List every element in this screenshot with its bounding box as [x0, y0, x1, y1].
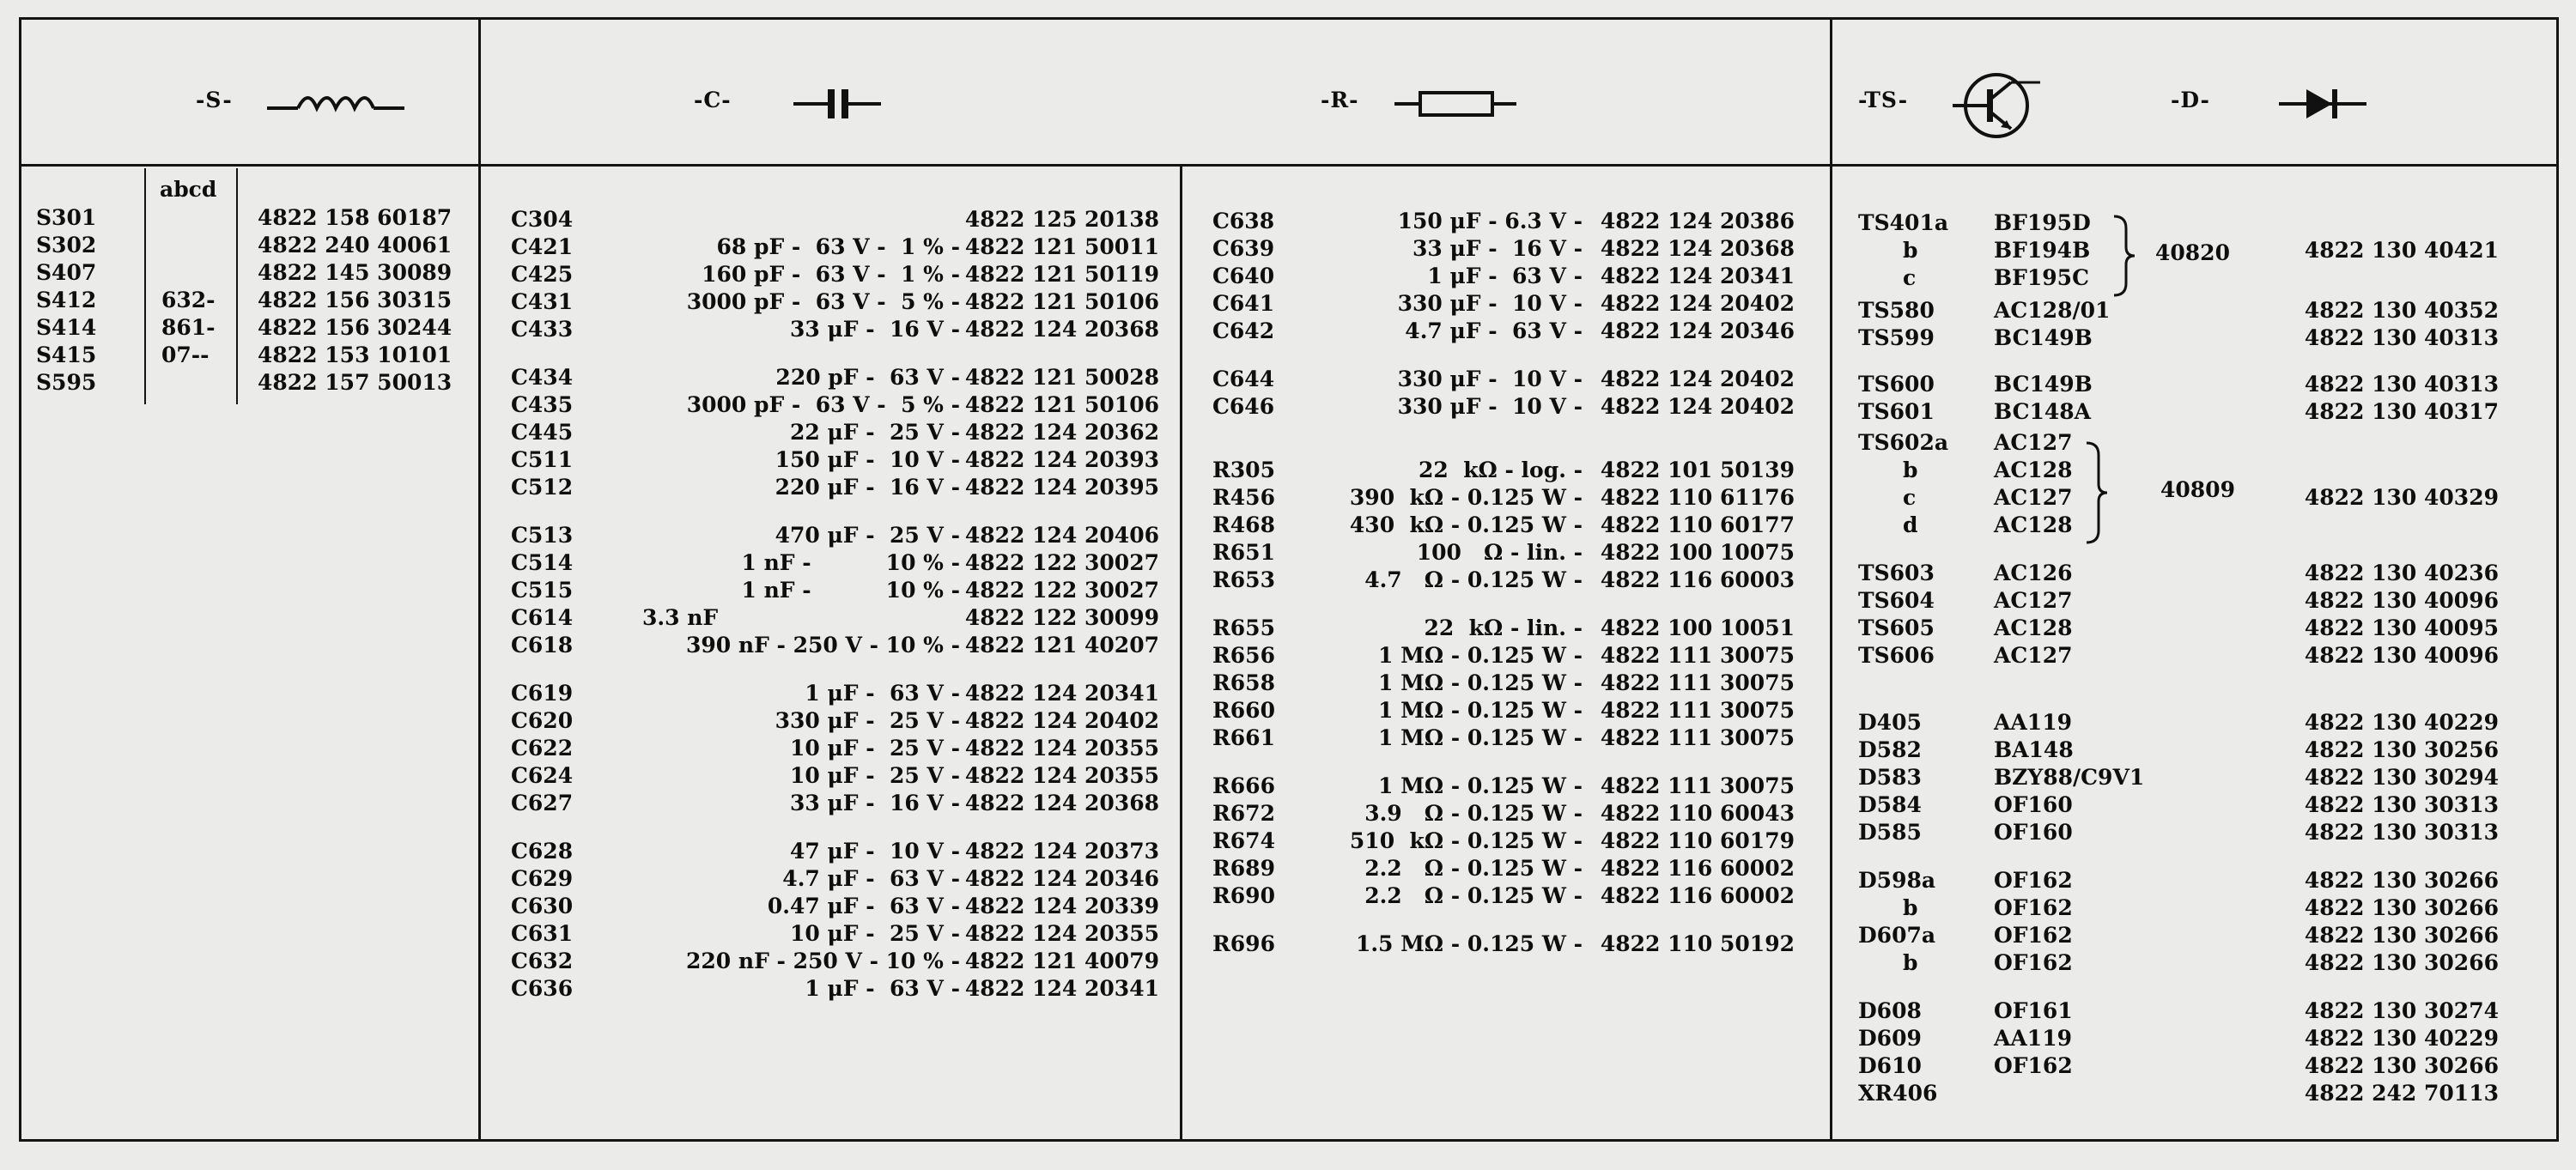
r-ref: C641: [1212, 291, 1275, 316]
r-part-number: 4822 110 60179: [1600, 828, 1795, 853]
c-part-number: 4822 121 50011: [964, 234, 1159, 259]
c-part-number: 4822 124 20346: [964, 866, 1159, 891]
c-part-number: 4822 122 30027: [964, 578, 1159, 603]
r-ref: R656: [1212, 643, 1275, 668]
r-spec: 1 μF - 63 V -: [1427, 264, 1583, 288]
c-spec: 33 μF - 16 V -: [790, 317, 960, 342]
s-part-number: 4822 156 30244: [258, 315, 453, 340]
c-spec: 470 μF - 25 V -: [775, 523, 960, 548]
s-abcd-header: abcd: [160, 177, 217, 202]
sub-ref: b: [1903, 238, 1918, 263]
c-ref: C421: [511, 234, 574, 259]
s-switch-position: 07--: [161, 343, 210, 367]
c-ref: C511: [511, 447, 574, 472]
ts-d-part-number: 4822 130 30266: [2304, 950, 2499, 975]
r-ref: R674: [1212, 828, 1275, 853]
inductor-icon: [262, 86, 408, 120]
ts-d-ref: TS580: [1858, 298, 1935, 323]
type-designation: BC148A: [1994, 399, 2092, 424]
ts-d-part-number: 4822 130 40329: [2304, 485, 2499, 510]
c-part-number: 4822 124 20373: [964, 839, 1159, 864]
r-part-number: 4822 110 61176: [1600, 485, 1795, 510]
r-part-number: 4822 124 20402: [1600, 394, 1795, 419]
type-designation: OF162: [1994, 950, 2073, 975]
type-designation: AC127: [1994, 643, 2073, 668]
r-spec: 2.2 Ω - 0.125 W -: [1364, 856, 1583, 881]
type-designation: BC149B: [1994, 325, 2093, 350]
r-ref: R660: [1212, 698, 1275, 723]
c-ref: C624: [511, 763, 574, 788]
header-r-label: -R-: [1321, 88, 1359, 112]
c-part-number: 4822 124 20395: [964, 475, 1159, 500]
c-ref: C434: [511, 365, 574, 390]
s-part-number: 4822 158 60187: [258, 205, 453, 230]
c-spec: 160 pF - 63 V - 1 % -: [702, 262, 960, 287]
ts-d-part-number: 4822 130 40229: [2304, 1026, 2499, 1051]
c-spec: 330 μF - 25 V -: [775, 708, 960, 733]
r-ref: C639: [1212, 236, 1275, 261]
c-ref: C435: [511, 392, 574, 417]
r-spec: 330 μF - 10 V -: [1397, 291, 1583, 316]
c-ref: C445: [511, 420, 574, 445]
ts-d-part-number: 4822 242 70113: [2304, 1081, 2499, 1106]
ts-d-ref: D598a: [1858, 868, 1936, 893]
group-ts602-number: 40809: [2160, 477, 2235, 502]
r-spec: 4.7 Ω - 0.125 W -: [1364, 567, 1583, 592]
r-ref: C646: [1212, 394, 1275, 419]
r-part-number: 4822 124 20402: [1600, 291, 1795, 316]
c-spec: 220 nF - 250 V - 10 % -: [686, 949, 960, 973]
c-spec: 1 μF - 63 V -: [805, 976, 960, 1001]
c-part-number: 4822 124 20393: [964, 447, 1159, 472]
ts-d-part-number: 4822 130 40313: [2304, 325, 2499, 350]
s-part-number: 4822 156 30315: [258, 288, 453, 312]
ts-d-ref: TS603: [1858, 561, 1935, 585]
c-spec: 4.7 μF - 63 V -: [782, 866, 960, 891]
r-ref: R661: [1212, 725, 1275, 750]
r-part-number: 4822 100 10075: [1600, 540, 1795, 565]
ts-d-part-number: 4822 130 30266: [2304, 1053, 2499, 1078]
ts-d-ref: D584: [1858, 792, 1922, 817]
r-spec: 1 MΩ - 0.125 W -: [1378, 670, 1583, 695]
ts-d-part-number: 4822 130 30266: [2304, 868, 2499, 893]
c-part-number: 4822 124 20368: [964, 791, 1159, 815]
r-spec: 100 Ω - lin. -: [1416, 540, 1583, 565]
r-spec: 4.7 μF - 63 V -: [1405, 318, 1583, 343]
r-ref: R689: [1212, 856, 1275, 881]
ts-d-part-number: 4822 130 40352: [2304, 298, 2499, 323]
sub-ref: d: [1903, 512, 1918, 537]
r-ref: R666: [1212, 773, 1275, 798]
header-c-label: -C-: [694, 88, 732, 112]
type-designation: OF162: [1994, 868, 2073, 893]
ts-d-ref: TS606: [1858, 643, 1935, 668]
s-ref: S407: [36, 260, 97, 285]
sub-ref: b: [1903, 458, 1918, 482]
ts-d-ref: D607a: [1858, 923, 1936, 948]
type-designation: OF162: [1994, 895, 2073, 920]
type-designation: AC128: [1994, 512, 2073, 537]
r-part-number: 4822 111 30075: [1600, 643, 1795, 668]
c-ref: C425: [511, 262, 574, 287]
r-part-number: 4822 124 20386: [1600, 209, 1795, 233]
ts-d-ref: D608: [1858, 998, 1922, 1023]
r-part-number: 4822 100 10051: [1600, 615, 1795, 640]
c-part-number: 4822 124 20341: [964, 976, 1159, 1001]
ts-d-part-number: 4822 130 30256: [2304, 737, 2499, 762]
r-ref: R468: [1212, 512, 1275, 537]
c-spec: 390 nF - 250 V - 10 % -: [686, 633, 960, 658]
c-ref: C614: [511, 605, 574, 630]
r-part-number: 4822 110 60177: [1600, 512, 1795, 537]
s-part-number: 4822 145 30089: [258, 260, 453, 285]
r-part-number: 4822 111 30075: [1600, 725, 1795, 750]
r-ref: R651: [1212, 540, 1275, 565]
column-divider-s-c: [478, 17, 481, 1142]
s-part-number: 4822 153 10101: [258, 343, 453, 367]
s-pos-divider-left: [144, 168, 146, 404]
r-ref: C640: [1212, 264, 1275, 288]
c-ref: C513: [511, 523, 574, 548]
c-spec: 1 μF - 63 V -: [805, 681, 960, 706]
ts-d-part-number: 4822 130 40236: [2304, 561, 2499, 585]
ts-d-ref: D405: [1858, 710, 1922, 735]
c-ref: C632: [511, 949, 574, 973]
r-spec: 1 MΩ - 0.125 W -: [1378, 773, 1583, 798]
c-spec: 33 μF - 16 V -: [790, 791, 960, 815]
capacitor-icon: [790, 82, 884, 125]
r-spec: 2.2 Ω - 0.125 W -: [1364, 883, 1583, 908]
c-part-number: 4822 122 30027: [964, 550, 1159, 575]
type-designation: AC128: [1994, 458, 2073, 482]
r-ref: C644: [1212, 367, 1275, 391]
sub-ref: c: [1903, 265, 1917, 290]
r-spec: 430 kΩ - 0.125 W -: [1349, 512, 1583, 537]
c-ref: C628: [511, 839, 574, 864]
s-pos-divider-right: [236, 168, 238, 404]
c-part-number: 4822 124 20362: [964, 420, 1159, 445]
s-part-number: 4822 157 50013: [258, 370, 453, 395]
c-ref: C620: [511, 708, 574, 733]
s-switch-position: 861-: [161, 315, 216, 340]
r-part-number: 4822 110 60043: [1600, 801, 1795, 826]
header-s-label: -S-: [196, 88, 233, 112]
transistor-icon: [1949, 67, 2044, 144]
ts-d-part-number: 4822 130 30266: [2304, 895, 2499, 920]
ts-d-ref: TS599: [1858, 325, 1935, 350]
header-d-label: -D-: [2171, 88, 2210, 112]
r-spec: 1 MΩ - 0.125 W -: [1378, 725, 1583, 750]
c-part-number: 4822 122 30099: [964, 605, 1159, 630]
column-divider-r-ts: [1830, 17, 1832, 1142]
r-ref: R696: [1212, 931, 1275, 956]
c-spec: 1 nF - 10 % -: [741, 550, 960, 575]
type-designation: BF195C: [1994, 265, 2089, 290]
ts-d-part-number: 4822 130 30266: [2304, 923, 2499, 948]
r-spec: 150 μF - 6.3 V -: [1397, 209, 1583, 233]
c-part-number: 4822 125 20138: [964, 207, 1159, 232]
c-part-number: 4822 121 50106: [964, 392, 1159, 417]
c-ref: C433: [511, 317, 574, 342]
ts-d-ref: TS401a: [1858, 210, 1949, 235]
header-divider: [19, 164, 2559, 167]
c-spec: 220 pF - 63 V -: [775, 365, 960, 390]
r-ref: R456: [1212, 485, 1275, 510]
c-spec: 47 μF - 10 V -: [790, 839, 960, 864]
sub-ref: c: [1903, 485, 1917, 510]
brace-ts401-icon: [2111, 213, 2136, 299]
type-designation: BZY88/C9V1: [1994, 765, 2145, 790]
r-ref: R655: [1212, 615, 1275, 640]
parts-table-frame: [19, 17, 2559, 1142]
r-spec: 330 μF - 10 V -: [1397, 367, 1583, 391]
c-part-number: 4822 124 20368: [964, 317, 1159, 342]
ts-d-part-number: 4822 130 30313: [2304, 820, 2499, 845]
ts-d-ref: TS605: [1858, 615, 1935, 640]
r-part-number: 4822 116 60002: [1600, 856, 1795, 881]
type-designation: OF162: [1994, 923, 2073, 948]
type-designation: OF161: [1994, 998, 2073, 1023]
s-ref: S414: [36, 315, 97, 340]
c-part-number: 4822 124 20355: [964, 921, 1159, 946]
ts-d-ref: TS604: [1858, 588, 1935, 613]
group-ts401-number: 40820: [2155, 240, 2230, 265]
s-switch-position: 632-: [161, 288, 216, 312]
r-part-number: 4822 111 30075: [1600, 670, 1795, 695]
ts-d-ref: XR406: [1858, 1081, 1938, 1106]
r-spec: 3.9 Ω - 0.125 W -: [1364, 801, 1583, 826]
type-designation: BF195D: [1994, 210, 2091, 235]
r-spec: 330 μF - 10 V -: [1397, 394, 1583, 419]
c-spec: 22 μF - 25 V -: [790, 420, 960, 445]
c-spec: 3000 pF - 63 V - 5 % -: [686, 289, 960, 314]
r-spec: 33 μF - 16 V -: [1413, 236, 1583, 261]
c-ref: C431: [511, 289, 574, 314]
ts-d-part-number: 4822 130 40421: [2304, 238, 2499, 263]
s-ref: S302: [36, 233, 97, 258]
c-part-number: 4822 121 50028: [964, 365, 1159, 390]
r-ref: C638: [1212, 209, 1275, 233]
c-ref: C515: [511, 578, 574, 603]
c-ref: C514: [511, 550, 574, 575]
c-part-number: 4822 121 40079: [964, 949, 1159, 973]
ts-d-part-number: 4822 130 40313: [2304, 372, 2499, 397]
c-part-number: 4822 124 20402: [964, 708, 1159, 733]
type-designation: AC126: [1994, 561, 2073, 585]
r-spec: 510 kΩ - 0.125 W -: [1349, 828, 1583, 853]
type-designation: AC128/01: [1994, 298, 2111, 323]
s-ref: S301: [36, 205, 97, 230]
r-part-number: 4822 124 20368: [1600, 236, 1795, 261]
ts-d-ref: D609: [1858, 1026, 1922, 1051]
type-designation: AC128: [1994, 615, 2073, 640]
r-spec: 22 kΩ - log. -: [1419, 458, 1583, 482]
ts-d-ref: D610: [1858, 1053, 1922, 1078]
c-ref: C629: [511, 866, 574, 891]
c-part-number: 4822 124 20339: [964, 894, 1159, 918]
r-part-number: 4822 116 60002: [1600, 883, 1795, 908]
r-part-number: 4822 124 20341: [1600, 264, 1795, 288]
type-designation: OF162: [1994, 1053, 2073, 1078]
c-spec: 3.3 nF: [642, 605, 719, 630]
s-part-number: 4822 240 40061: [258, 233, 453, 258]
c-part-number: 4822 124 20406: [964, 523, 1159, 548]
c-ref: C631: [511, 921, 574, 946]
r-spec: 1 MΩ - 0.125 W -: [1378, 698, 1583, 723]
ts-d-ref: D585: [1858, 820, 1922, 845]
ts-d-part-number: 4822 130 30274: [2304, 998, 2499, 1023]
c-part-number: 4822 121 50106: [964, 289, 1159, 314]
r-part-number: 4822 111 30075: [1600, 773, 1795, 798]
ts-d-part-number: 4822 130 40095: [2304, 615, 2499, 640]
type-designation: AC127: [1994, 430, 2073, 455]
c-spec: 68 pF - 63 V - 1 % -: [716, 234, 960, 259]
c-ref: C512: [511, 475, 574, 500]
r-spec: 390 kΩ - 0.125 W -: [1349, 485, 1583, 510]
type-designation: OF160: [1994, 820, 2073, 845]
c-spec: 3000 pF - 63 V - 5 % -: [686, 392, 960, 417]
c-part-number: 4822 124 20355: [964, 736, 1159, 761]
c-ref: C304: [511, 207, 574, 232]
r-part-number: 4822 101 50139: [1600, 458, 1795, 482]
r-part-number: 4822 124 20402: [1600, 367, 1795, 391]
type-designation: AC127: [1994, 588, 2073, 613]
ts-d-ref: D583: [1858, 765, 1922, 790]
r-ref: R653: [1212, 567, 1275, 592]
ts-d-ref: TS602a: [1858, 430, 1949, 455]
r-spec: 1 MΩ - 0.125 W -: [1378, 643, 1583, 668]
type-designation: AC127: [1994, 485, 2073, 510]
c-part-number: 4822 124 20355: [964, 763, 1159, 788]
ts-d-part-number: 4822 130 30294: [2304, 765, 2499, 790]
c-spec: 0.47 μF - 63 V -: [767, 894, 960, 918]
type-designation: BF194B: [1994, 238, 2091, 263]
c-ref: C630: [511, 894, 574, 918]
r-part-number: 4822 111 30075: [1600, 698, 1795, 723]
diode-icon: [2275, 82, 2370, 125]
c-ref: C636: [511, 976, 574, 1001]
ts-d-ref: D582: [1858, 737, 1922, 762]
ts-d-ref: TS600: [1858, 372, 1935, 397]
sub-ref: b: [1903, 950, 1918, 975]
s-ref: S412: [36, 288, 97, 312]
column-divider-c-r: [1180, 164, 1182, 1142]
c-part-number: 4822 121 40207: [964, 633, 1159, 658]
r-ref: R658: [1212, 670, 1275, 695]
c-ref: C619: [511, 681, 574, 706]
sub-ref: b: [1903, 895, 1918, 920]
r-part-number: 4822 116 60003: [1600, 567, 1795, 592]
brace-ts602-icon: [2083, 440, 2109, 546]
c-spec: 10 μF - 25 V -: [790, 736, 960, 761]
type-designation: AA119: [1994, 1026, 2072, 1051]
r-part-number: 4822 124 20346: [1600, 318, 1795, 343]
c-spec: 10 μF - 25 V -: [790, 763, 960, 788]
ts-d-part-number: 4822 130 30313: [2304, 792, 2499, 817]
c-spec: 150 μF - 10 V -: [775, 447, 960, 472]
c-spec: 220 μF - 16 V -: [775, 475, 960, 500]
c-ref: C622: [511, 736, 574, 761]
type-designation: AA119: [1994, 710, 2072, 735]
c-spec: 1 nF - 10 % -: [741, 578, 960, 603]
s-ref: S415: [36, 343, 97, 367]
r-ref: R305: [1212, 458, 1275, 482]
type-designation: OF160: [1994, 792, 2073, 817]
ts-d-ref: TS601: [1858, 399, 1935, 424]
r-ref: R690: [1212, 883, 1275, 908]
type-designation: BC149B: [1994, 372, 2093, 397]
r-part-number: 4822 110 50192: [1600, 931, 1795, 956]
ts-d-part-number: 4822 130 40229: [2304, 710, 2499, 735]
s-ref: S595: [36, 370, 97, 395]
c-part-number: 4822 124 20341: [964, 681, 1159, 706]
c-ref: C618: [511, 633, 574, 658]
c-ref: C627: [511, 791, 574, 815]
ts-d-part-number: 4822 130 40096: [2304, 643, 2499, 668]
type-designation: BA148: [1994, 737, 2074, 762]
ts-d-part-number: 4822 130 40317: [2304, 399, 2499, 424]
header-ts-label: -TS-: [1858, 88, 1909, 112]
ts-d-part-number: 4822 130 40096: [2304, 588, 2499, 613]
r-spec: 22 kΩ - lin. -: [1424, 615, 1583, 640]
resistor-icon: [1391, 82, 1520, 125]
r-ref: C642: [1212, 318, 1275, 343]
r-ref: R672: [1212, 801, 1275, 826]
c-spec: 10 μF - 25 V -: [790, 921, 960, 946]
r-spec: 1.5 MΩ - 0.125 W -: [1355, 931, 1583, 956]
c-part-number: 4822 121 50119: [964, 262, 1159, 287]
